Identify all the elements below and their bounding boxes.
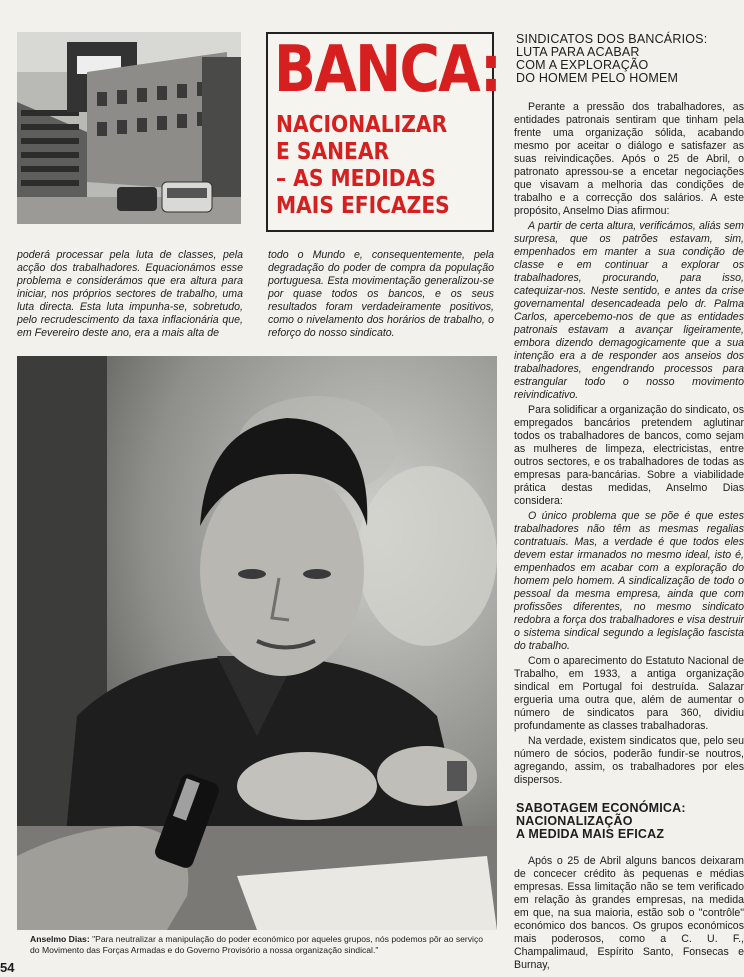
subheadline: NACIONALIZAR E SANEAR – AS MEDIDAS MAIS EFICAZES bbox=[276, 112, 450, 219]
right-column-part1 bbox=[514, 101, 744, 789]
portrait-photo bbox=[17, 356, 497, 930]
paragraph: Na verdade, existem sindicatos que, pelo seu número de sócios, poderão fundir-se noutros, agregando, assim, os trabalhadores por eles dispersos. bbox=[514, 735, 744, 786]
title-box bbox=[266, 32, 501, 232]
page-number: 54 bbox=[0, 960, 15, 975]
section-heading-sabotagem: SABOTAGEM ECONÓMICA: NACIONALIZAÇÃO A MEDIDA MAIS EFICAZ bbox=[516, 801, 686, 841]
caption-name: Anselmo Dias: bbox=[30, 934, 90, 944]
paragraph: Perante a pressão dos trabalhadores, as entidades patronais sentiram que tinham pela frente uma organização sólida, acabando mesmo por aceitar o diálogo e satisfazer as suas reivindicações. Após o 25 de Abril, o patronato apressou-se a encetar negociações que visavam a melhoria das condições de trabalho e a correcção dos salários. A este propósito, Anselmo Dias afirmou: bbox=[514, 101, 744, 217]
left-column bbox=[17, 249, 243, 340]
middle-column-text: todo o Mundo e, consequentemente, pela degradação do poder de compra da população portuguesa. Esta movimentação generalizou-se por quase todos os bancos, e os seus resultados foram verdadeiramente positivos, como o nivelamento dos horários de trabalho, o reforço do nosso sindicato. bbox=[268, 249, 494, 339]
middle-column bbox=[268, 249, 494, 340]
paragraph: Com o aparecimento do Estatuto Nacional de Trabalho, em 1933, a antiga organização sindical em Portugal foi destruída. Salazar ergueria uma outra que, além de aumentar o número de sindicatos para 360, dividiu profundamente as classes trabalhadoras. bbox=[514, 655, 744, 732]
section-heading-sindicatos: SINDICATOS DOS BANCÁRIOS: LUTA PARA ACABAR COM A EXPLORAÇÃO DO HOMEM PELO HOMEM bbox=[516, 32, 708, 85]
street-photo bbox=[17, 32, 241, 224]
paragraph: Para solidificar a organização do sindicato, os empregados bancários pretendem aglutinar todos os trabalhadores de bancos, como sejam as mulheres de limpeza, electricistas, entre outros sectores, e os trabalhadores de todas as empresas para-bancárias. Sobre a viabilidade prática destas medidas, Anselmo Dias considera: bbox=[514, 404, 744, 507]
photo-caption bbox=[30, 934, 492, 956]
paragraph: Após o 25 de Abril alguns bancos deixaram de concecer crédito às pequenas e médias empresas. Essa limitação não se tem verificado em relação às grandes empresas, na medida em que, na sua maioria, estão sob o "contrôle" económico dos bancos. Os grupos económicos mais poderosos, como a C. U. F., Champalimaud, Espírito Santo, Fonsecas e Burnay, bbox=[514, 855, 744, 971]
right-column-part2 bbox=[514, 855, 744, 974]
left-column-text: poderá processar pela luta de classes, pela acção dos trabalhadores. Equacionámos esse problema e considerámos que era altura para iniciar, nos próprios sectores de trabalho, uma luta directa. Esta luta impunha-se, sobretudo, pelo recrudescimento da taxa inflacionária que, em Fevereiro deste ano, era a mais alta de bbox=[17, 249, 243, 339]
headline: BANCA: bbox=[274, 33, 501, 107]
quote: O único problema que se põe é que estes trabalhadores não têm as mesmas regalias contratuais. Mas, a verdade é que todos eles devem estar irmanados no mesmo ideal, isto é, empenhados em acabar com a exploração do homem pelo homem. A sindicalização de todo o pessoal da mesma empresa, ainda que com profissões diferentes, no mesmo sindicato redobra a força dos trabalhadores e visa destruir o sistema sindical segundo a legislação fascista do trabalho. bbox=[514, 510, 744, 652]
caption-text: "Para neutralizar a manipulação do poder económico por aqueles grupos, nós podemos pôr ao serviço do Movimento das Forças Armadas e do Governo Provisório a nossa organização sindical." bbox=[30, 934, 484, 955]
quote: A partir de certa altura, verificámos, aliás sem surpresa, que os patrões estavam, sim, empenhados em manter a sua condição de classe e em continuar a explorar os trabalhadores, procurando, para isso, catequizar-nos. Neste sentido, e antes da crise governamental desencadeada pelo dr. Palma Carlos, apercebemo-nos de que as entidades patronais estavam a avançar ligeiramente, embora dizendo demagogicamente que a sua intenção era a de responder aos anseios dos trabalhadores, engendrando processos para estrangular todo o nosso movimento reivindicativo. bbox=[514, 220, 744, 401]
